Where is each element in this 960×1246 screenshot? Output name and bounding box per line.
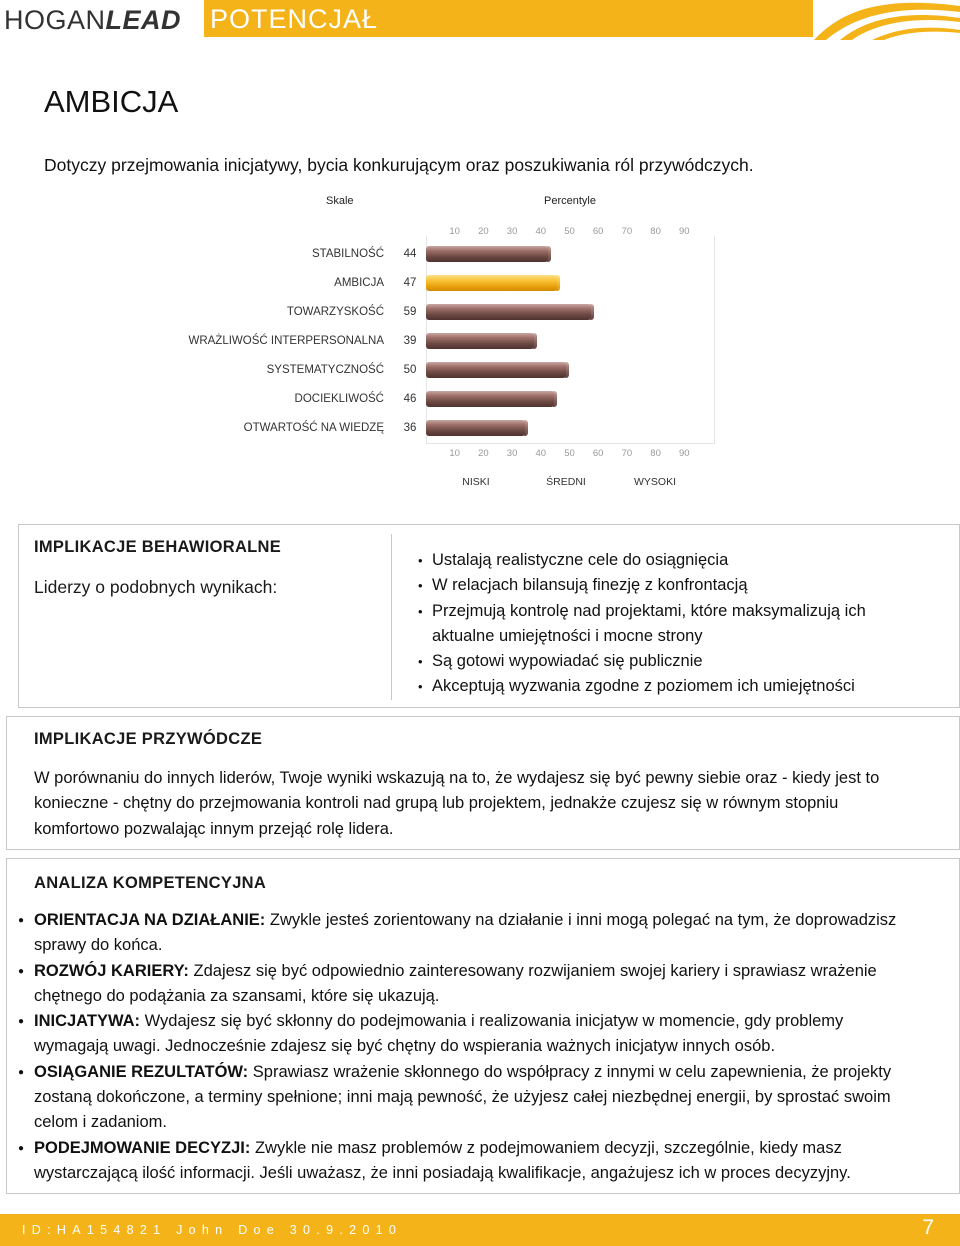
footer-id: ID:HA154821 John Doe 30.9.2010 [22,1223,403,1237]
scale-name: OTWARTOŚĆ NA WIEDZĘ [243,422,384,434]
product-name: POTENCJAŁ [210,4,379,34]
leadership-title: IMPLIKACJE PRZYWÓDCZE [34,730,263,748]
competency-list [20,908,920,1186]
page-description: Dotyczy przejmowania inicjatywy, bycia konkurującym oraz poszukiwania ról przywódczych. [44,155,754,175]
competency-item [20,908,920,959]
behavioral-title: IMPLIKACJE BEHAWIORALNE [34,538,282,556]
competency-item [20,1060,920,1136]
bar [426,275,557,291]
tick-label: 20 [478,448,489,459]
leadership-text: W porównaniu do innych liderów, Twoje wyniki wskazują na to, że wydajesz się być pewny siebie oraz - kiedy jest to konieczne - chętny do przejmowania kontroli nad grupą lub projektem, jednakże czujesz się w równym stopniu komfortowo pozwalając innym przejąć rolę lidera. [34,769,880,838]
competency-text: Zdajesz się być odpowiednio zainteresowany rozwijaniem swojej kariery i sprawiasz wrażenie chętnego do podążania za szansami, które się ukazują. [34,961,877,1005]
scale-name: DOCIEKLIWOŚĆ [294,393,384,405]
footer [0,1214,960,1246]
chart-title-scales: Skale [326,195,354,207]
scale-value: 44 [403,248,417,260]
tick-label: 50 [564,226,575,237]
behavioral-item: • Akceptują wyzwania zgodne z poziomem ich umiejętności [418,674,918,699]
scale-value: 47 [403,277,417,289]
tick-label: 30 [506,448,518,459]
scale-name: TOWARZYSKOŚĆ [286,306,384,318]
bar [426,333,534,349]
competency-text: Zwykle jesteś zorientowany na działanie i inni mogą polegać na tym, że doprowadzisz sprawy do końca. [34,911,897,955]
bar [426,246,548,262]
competency-label: PODEJMOWANIE DECYZJI: [34,1138,251,1157]
band-label: ŚREDNI [546,476,586,488]
behavioral-item: • Przejmują kontrolę nad projektami, które maksymalizują ich aktualne umiejętności i mocne strony [418,599,918,650]
tick-label: 80 [650,448,661,459]
competency-text: Wydajesz się być skłonny do podejmowania i realizowania inicjatyw w momencie, gdy problemy wymagają uwagi. Jednocześnie zdajesz się być chętny do wspierania ważnych inicjatyw innych osób. [34,1012,844,1056]
scale-value: 39 [403,335,417,347]
scale-value: 50 [403,364,417,376]
tick-label: 70 [621,448,633,459]
tick-label: 70 [621,226,633,237]
product-bar [204,0,813,37]
behavioral-item: • Ustalają realistyczne cele do osiągnięcia [418,548,918,573]
scale-name: SYSTEMATYCZNOŚĆ [266,364,384,376]
tick-label: 40 [535,448,547,459]
competency-item [20,1136,920,1187]
page-title: AMBICJA [44,84,179,119]
tick-label: 60 [592,448,604,459]
band-label: NISKI [462,476,490,488]
bar [426,362,566,378]
scale-value: 36 [403,422,417,434]
brand-bold: LEAD [105,5,182,35]
band-label: WYSOKI [634,476,677,488]
competency-label: ROZWÓJ KARIERY: [34,961,189,980]
scale-name: WRAŻLIWOŚĆ INTERPERSONALNA [188,335,384,347]
behavioral-list [418,548,918,700]
tick-label: 10 [449,448,460,459]
behavioral-subtitle: Liderzy o podobnych wynikach: [34,577,278,597]
behavioral-item: • Są gotowi wypowiadać się publicznie [418,649,918,674]
tick-label: 30 [506,226,518,237]
scale-name: AMBICJA [334,277,384,289]
page-number: 7 [922,1216,934,1239]
competency-title: ANALIZA KOMPETENCYJNA [34,874,267,892]
behavioral-item: • W relacjach bilansują finezję z konfrontacją [418,573,918,598]
tick-label: 90 [679,226,690,237]
tick-label: 10 [449,226,460,237]
competency-label: OSIĄGANIE REZULTATÓW: [34,1062,249,1081]
competency-label: INICJATYWA: [34,1012,141,1031]
header [0,0,960,40]
brand-light: HOGAN [4,5,106,35]
swoosh-icon [812,0,960,40]
scale-value: 59 [403,306,417,318]
scale-name: STABILNOŚĆ [312,248,384,260]
competency-item [20,959,920,1010]
competency-text: Sprawiasz wrażenie skłonnego do współpracy z innymi w celu zapewnienia, że projekty zostaną dokończone, a terminy spełnione; inni mają pewność, że użyjesz całej niezbędnej energii, by sprostać swoim celom i zadaniom. [34,1062,892,1132]
scale-value: 46 [403,393,417,405]
brand-logo [4,2,181,38]
tick-label: 80 [650,226,661,237]
tick-label: 40 [535,226,547,237]
behavioral-divider [391,534,392,700]
competency-text: Zwykle nie masz problemów z podejmowaniem decyzji, szczególnie, kiedy masz wystarczającą ilość informacji. Jeśli uważasz, że inni posiadają kwalifikacje, angażujesz ich w proces decyzyjny. [34,1138,851,1182]
chart-title-percentiles: Percentyle [544,195,596,207]
competency-item [20,1009,920,1060]
bar [426,391,554,407]
tick-label: 90 [679,448,690,459]
competency-label: ORIENTACJA NA DZIAŁANIE: [34,911,266,929]
tick-label: 50 [564,448,575,459]
tick-label: 60 [592,226,604,237]
tick-label: 20 [478,226,489,237]
bar [426,420,525,436]
bar [426,304,591,320]
